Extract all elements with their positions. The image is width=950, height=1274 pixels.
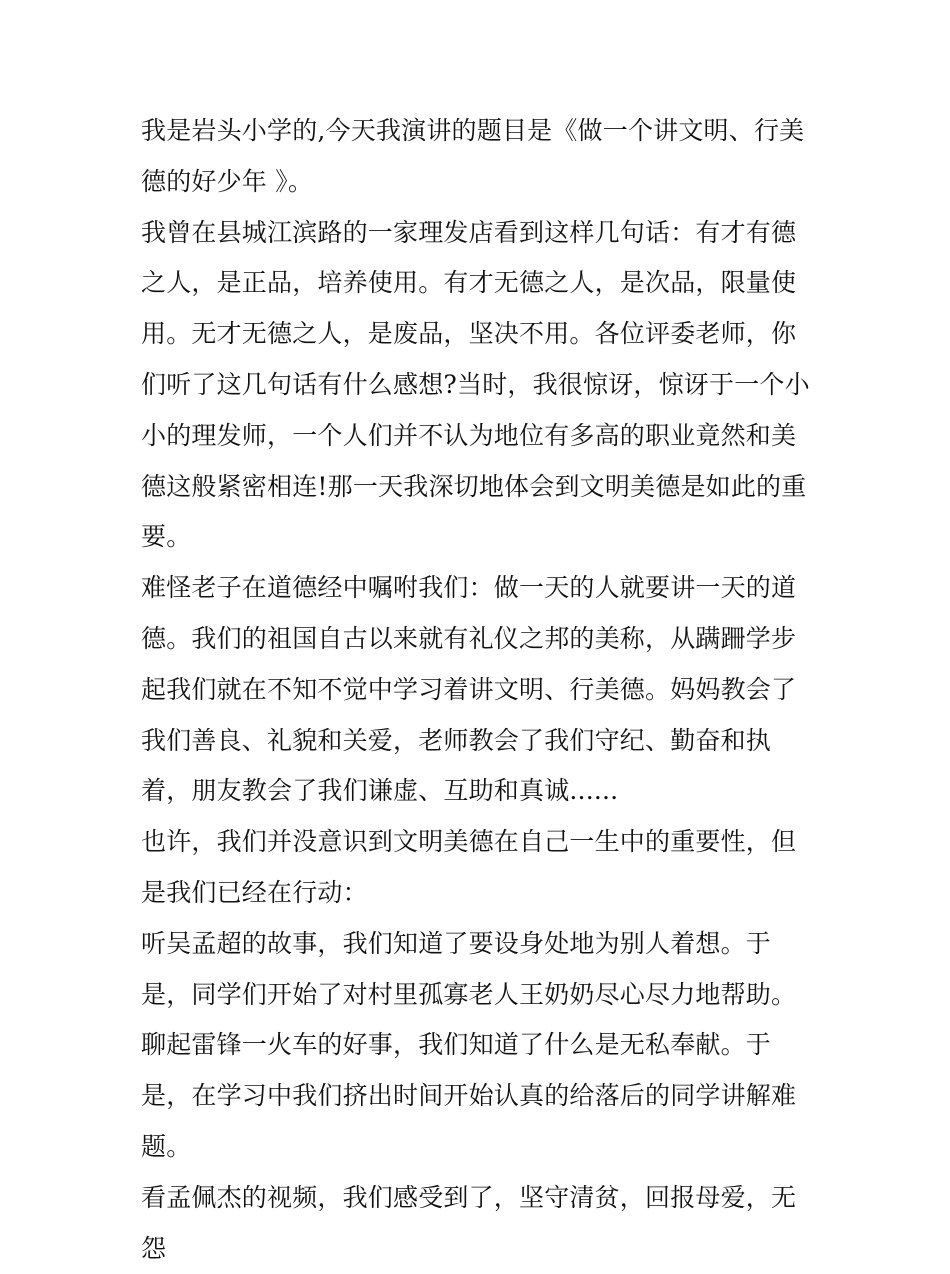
paragraph-lei-feng: 聊起雷锋一火车的好事，我们知道了什么是无私奉献。于是，在学习中我们挤出时间开始认真的给落后的同学讲解难题。 bbox=[141, 1030, 797, 1161]
paragraph-intro: 我是岩头小学的,今天我演讲的题目是《做一个讲文明、行美德的好少年 》。 bbox=[141, 116, 805, 196]
paragraph-wu-mengchao: 听吴孟超的故事，我们知道了要设身处地为别人着想。于是，同学们开始了对村里孤寡老人王奶奶尽心尽力地帮助。 bbox=[141, 928, 797, 1009]
paragraph-laozi: 难怪老子在道德经中嘱咐我们：做一天的人就要讲一天的道德。我们的祖国自古以来就有礼仪之邦的美称，从蹒跚学步起我们就在不知不觉中学习着讲文明、行美德。妈妈教会了我们善良、礼貌和关爱，老师教会了我们守纪、勤奋和执着，朋友教会了我们谦虚、互助和真诚...... bbox=[141, 573, 797, 806]
paragraph-barbershop: 我曾在县城江滨路的一家理发店看到这样几句话：有才有德之人，是正品，培养使用。有才无德之人，是次品，限量使用。无才无德之人，是废品，坚决不用。各位评委老师，你们听了这几句话有什么感想?当时，我很惊讶，惊讶于一个小小的理发师，一个人们并不认为地位有多高的职业竟然和美德这般紧密相连!那一天我深切地体会到文明美德是如此的重要。 bbox=[141, 217, 810, 552]
document-body bbox=[141, 106, 821, 1274]
paragraph-meng-peijie: 看孟佩杰的视频，我们感受到了，坚守清贫，回报母爱，无怨 bbox=[141, 1182, 797, 1263]
paragraph-action: 也许，我们并没意识到文明美德在自己一生中的重要性，但是我们已经在行动： bbox=[141, 827, 797, 907]
